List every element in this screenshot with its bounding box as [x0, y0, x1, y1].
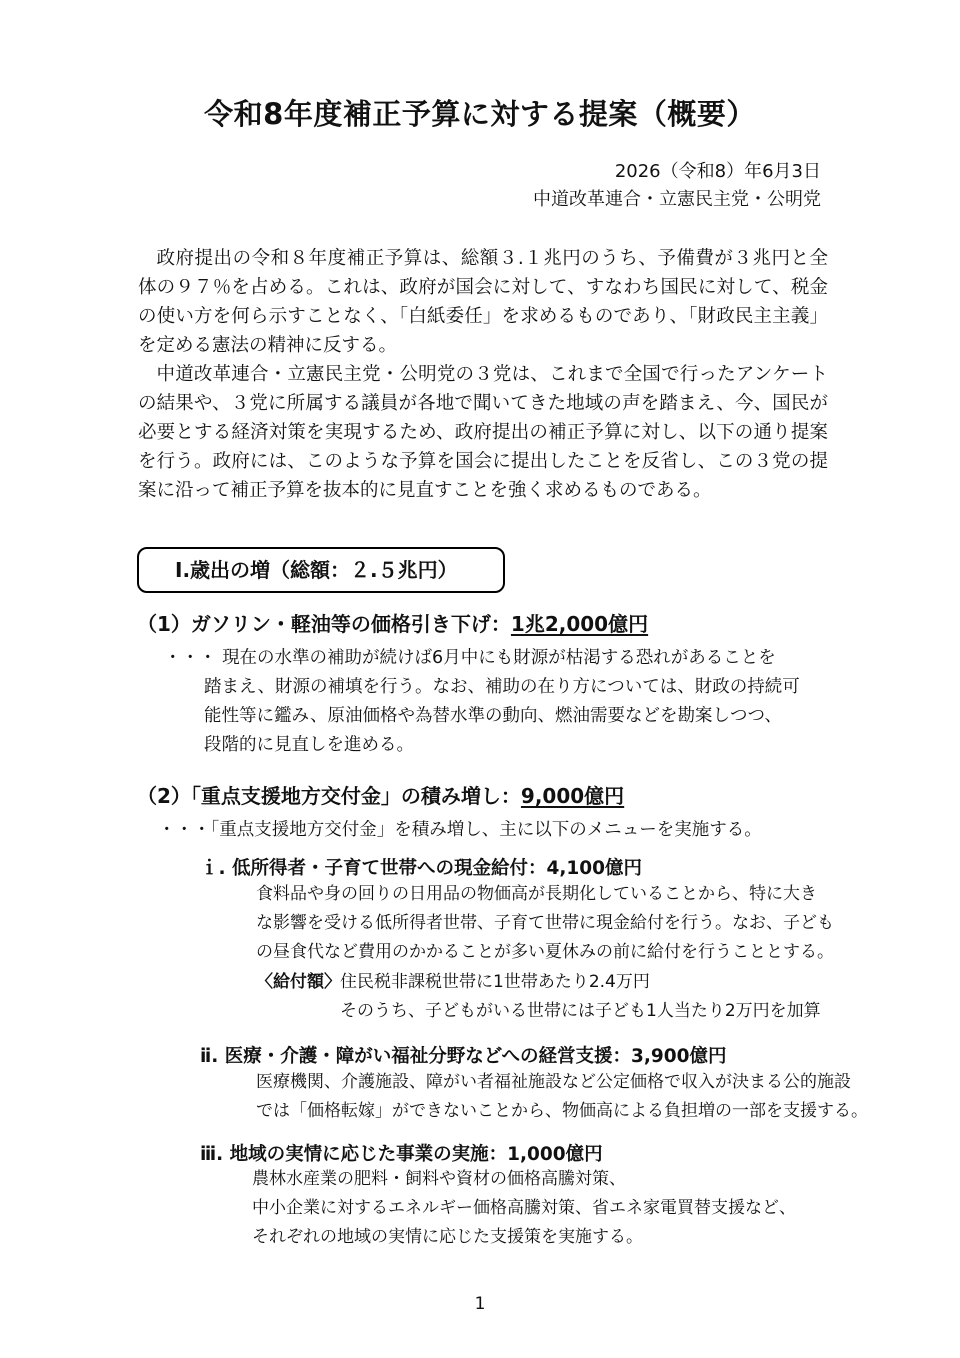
description-line: の昼食代など費用のかかることが多い夏休みの前に給付を行うこととする。: [256, 942, 834, 962]
item-description-local-grant: ・・・「重点支援地方交付金」を積み増し、主に以下のメニューを実施する。: [158, 820, 762, 840]
sub-heading-regional-projects: ⅲ. 地域の実情に応じた事業の実施：1,000億円: [200, 1144, 603, 1165]
item-heading-local-grant: [137, 780, 624, 809]
benefit-row: [256, 968, 821, 997]
benefit-amount-block: [256, 968, 821, 1026]
sub-description-business-support: [256, 1068, 868, 1126]
description-line: 食料品や身の回りの日用品の物価高が長期化していることから、特に大き: [256, 884, 817, 904]
sub-heading-cash-benefit: ｉ. 低所得者・子育て世帯への現金給付：4,100億円: [200, 858, 642, 879]
description-line: 能性等に鑑み、原油価格や為替水準の動向、燃油需要などを勘案しつつ、: [204, 706, 782, 726]
description-line: 段階的に見直しを進める。: [204, 735, 414, 755]
sub-description-regional-projects: [252, 1165, 832, 1252]
intro-paragraph: 中道改革連合・立憲民主党・公明党の３党は、これまで全国で行ったアンケートの結果や、３党に所属する議員が各地で聞いてきた地域の声を踏まえ、今、国民が必要とする経済対策を実現するため、政府提出の補正予算に対し、以下の通り提案を行う。政府には、このような予算を国会に提出したことを反省し、この３党の提案に沿って補正予算を抜本的に見直すことを強く求めるものである。: [138, 364, 828, 501]
item-description-fuel-price: [164, 644, 834, 760]
description-line: では「価格転嫁」ができないことから、物価高による負担増の一部を支援する。: [256, 1101, 868, 1121]
item-amount: 1兆2,000億円: [510, 612, 649, 636]
document-author: 中道改革連合・立憲民主党・公明党: [533, 189, 821, 210]
description-line: それぞれの地域の実情に応じた支援策を実施する。: [252, 1227, 643, 1247]
item-heading-label: （1）ガソリン・軽油等の価格引き下げ：: [137, 612, 511, 636]
description-line: ・・・ 現在の水準の補助が続けば6月中にも財源が枯渇する恐れがあることを: [164, 648, 776, 668]
description-line: 医療機関、介護施設、障がい者福祉施設など公定価格で収入が決まる公的施設: [256, 1072, 851, 1092]
intro-text: [138, 244, 828, 505]
benefit-label: 〈給付額〉: [256, 972, 341, 992]
sub-heading-business-support: ⅱ. 医療・介護・障がい福祉分野などへの経営支援：3,900億円: [200, 1046, 727, 1067]
document-date: 2026（令和8）年6月3日: [614, 161, 821, 182]
section-heading-spending-increase: Ⅰ.歳出の増（総額：２.５兆円）: [137, 547, 505, 593]
benefit-text: 住民税非課税世帯に1世帯あたり2.4万円: [340, 972, 650, 992]
item-heading-fuel-price: [137, 608, 648, 637]
description-line: 踏まえ、財源の補填を行う。なお、補助の在り方については、財政の持続可: [204, 677, 800, 697]
sub-description-cash-benefit: [256, 880, 836, 967]
benefit-row: そのうち、子どもがいる世帯には子ども1人当たり2万円を加算: [340, 1001, 821, 1021]
page-number: 1: [474, 1294, 486, 1314]
item-amount: 9,000億円: [520, 784, 625, 808]
document-title: 令和8年度補正予算に対する提案（概要）: [204, 97, 756, 131]
intro-paragraph: 政府提出の令和８年度補正予算は、総額３.１兆円のうち、予備費が３兆円と全体の９７％を占める。これは、政府が国会に対して、すなわち国民に対して、税金の使い方を何ら示すことなく、「白紙委任」を求めるものであり、「財政民主主義」を定める憲法の精神に反する。: [138, 248, 828, 356]
item-heading-label: （2）「重点支援地方交付金」の積み増し：: [137, 784, 521, 808]
description-line: な影響を受ける低所得者世帯、子育て世帯に現金給付を行う。なお、子ども: [256, 913, 834, 933]
description-line: 農林水産業の肥料・飼料や資材の価格高騰対策、: [252, 1169, 626, 1189]
description-line: 中小企業に対するエネルギー価格高騰対策、省エネ家電買替支援など、: [252, 1198, 796, 1218]
